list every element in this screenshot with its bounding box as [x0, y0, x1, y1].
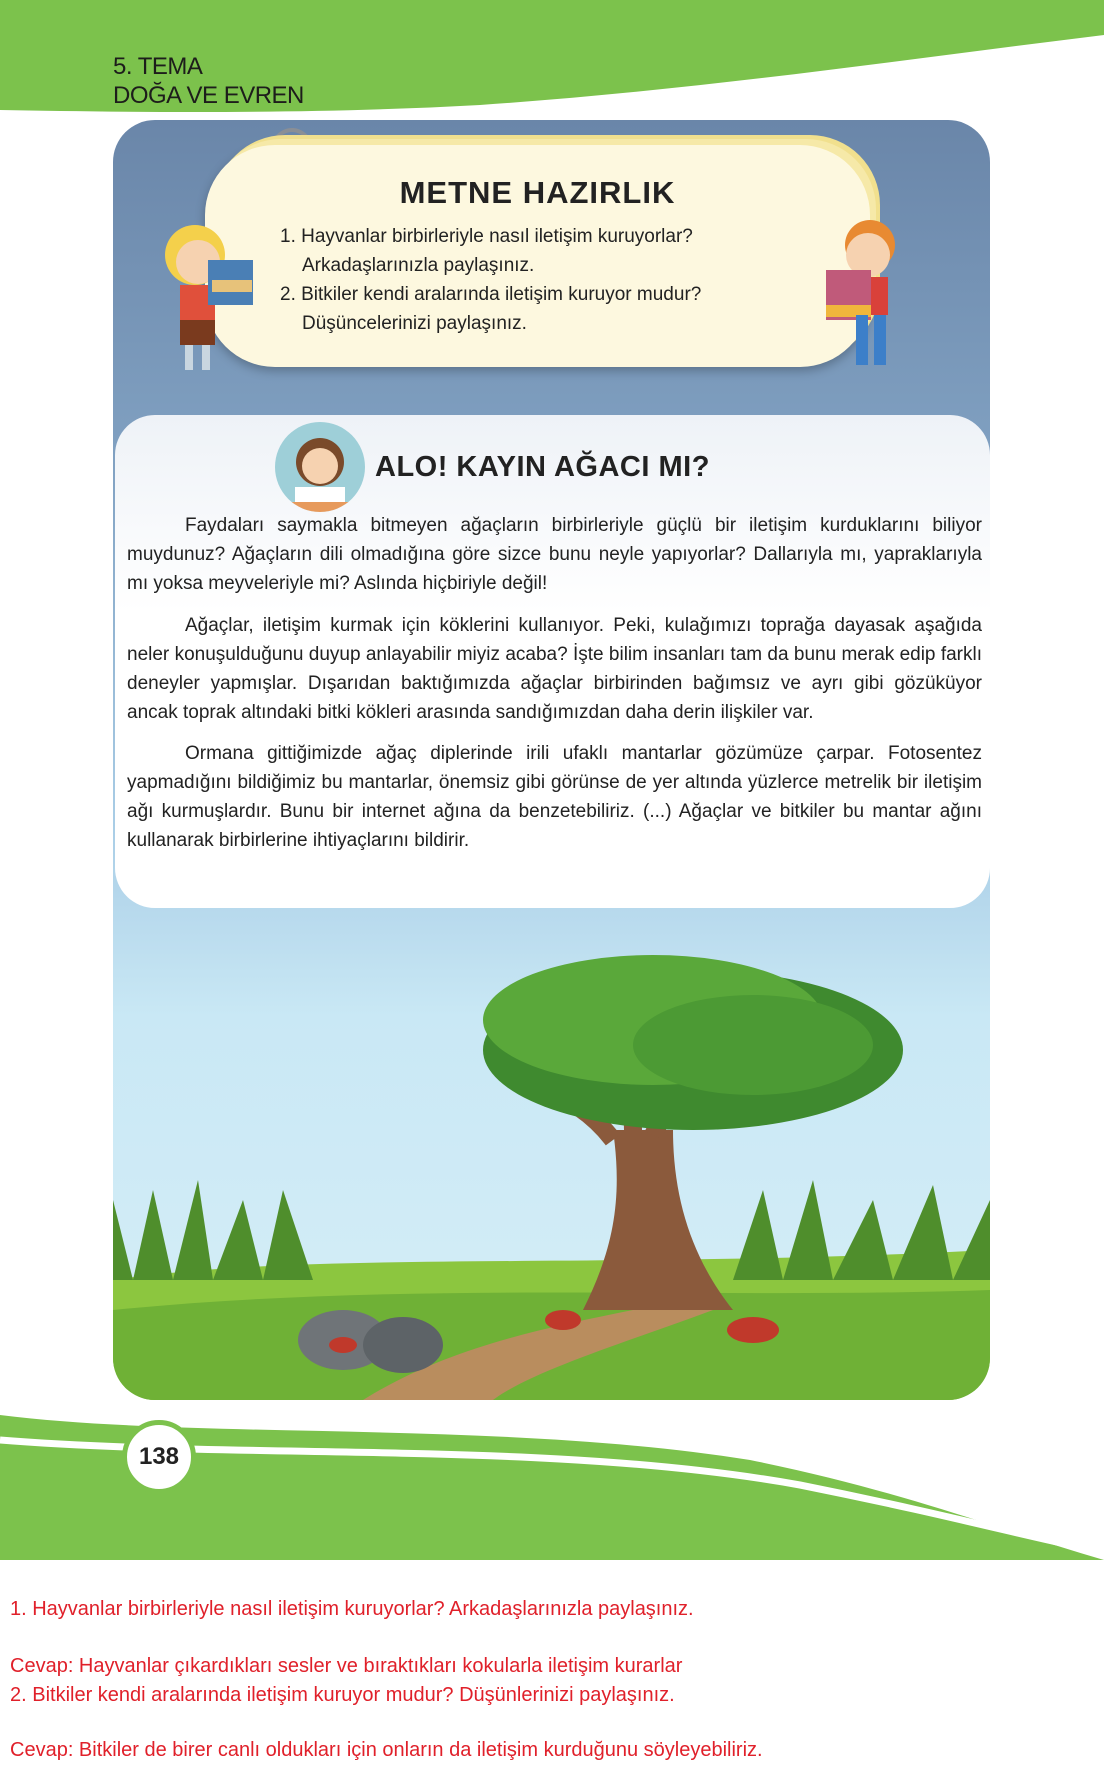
- theme-number: 5. TEMA: [113, 53, 203, 80]
- theme-name: DOĞA VE EVREN: [113, 82, 304, 109]
- prep-card: [205, 145, 870, 367]
- theme-header: [113, 52, 304, 110]
- reading-paragraph: Ağaçlar, iletişim kurmak için köklerini kullanıyor. Peki, kulağımızı toprağa dayasak aşağıda neler konuşulduğunu duyup anlayabilir miyiz acaba? İşte bilim insanları tam da bunu merak edip farklı deneyler yapmışlar. Dışarıdan baktığımızda ağaçlar birbirinden bağımsız ve ayrı gibi gözüküyor ancak toprak altındaki bitki kökleri arasında sandığımızdan daha derin ilişkiler var.: [127, 615, 982, 723]
- reading-paragraph: Ormana gittiğimizde ağaç diplerinde irili ufaklı mantarlar gözümüze çarpar. Fotosentez yapmadığını bildiğimiz bu mantarlar, önemsiz gibi görünse de yer altında yüzlerce metrelik bir iletişim ağı kurmuşlardır. Bunu bir internet ağına da benzetebiliriz. (...) Ağaçlar ve bitkiler bu mantar ağını kullanarak birbirlerine ihtiyaçlarını bildirir.: [127, 743, 982, 851]
- reading-card: [115, 415, 990, 908]
- reading-title: ALO! KAYIN AĞACI MI?: [375, 451, 710, 483]
- answer-question-1: 1. Hayvanlar birbirleriyle nasıl iletişim kuruyorlar? Arkadaşlarınızla paylaşınız.: [10, 1598, 694, 1620]
- reading-paragraph: Faydaları saymakla bitmeyen ağaçların birbirleriyle güçlü bir iletişim kurduklarını biliyor muydunuz? Ağaçların dili olmadığına göre sizce bunu neyle yapıyorlar? Dallarıyla mı, yapraklarıyla mı yoksa meyveleriyle mi? Aslında hiçbiriyle değil!: [127, 515, 982, 594]
- prep-question: 1. Hayvanlar birbirleriyle nasıl iletişim kuruyorlar? Arkadaşlarınızla paylaşınız.: [280, 226, 693, 276]
- girl-with-books-illustration: [150, 220, 270, 375]
- reading-girl-avatar: [275, 422, 365, 512]
- tree-illustration: [113, 950, 990, 1400]
- answer-1: Cevap: Hayvanlar çıkardıkları sesler ve bıraktıkları kokularla iletişim kurarlar: [10, 1655, 683, 1677]
- boy-with-books-illustration: [818, 215, 918, 375]
- prep-question: 2. Bitkiler kendi aralarında iletişim kuruyor mudur? Düşüncelerinizi paylaşınız.: [280, 284, 702, 334]
- page-number: 138: [122, 1420, 196, 1494]
- prep-card-title: METNE HAZIRLIK: [399, 175, 676, 210]
- answer-2: Cevap: Bitkiler de birer canlı oldukları için onların da iletişim kurduğunu söyleyebiliriz.: [10, 1739, 763, 1761]
- answer-question-2: 2. Bitkiler kendi aralarında iletişim kuruyor mudur? Düşünlerinizi paylaşınız.: [10, 1684, 675, 1706]
